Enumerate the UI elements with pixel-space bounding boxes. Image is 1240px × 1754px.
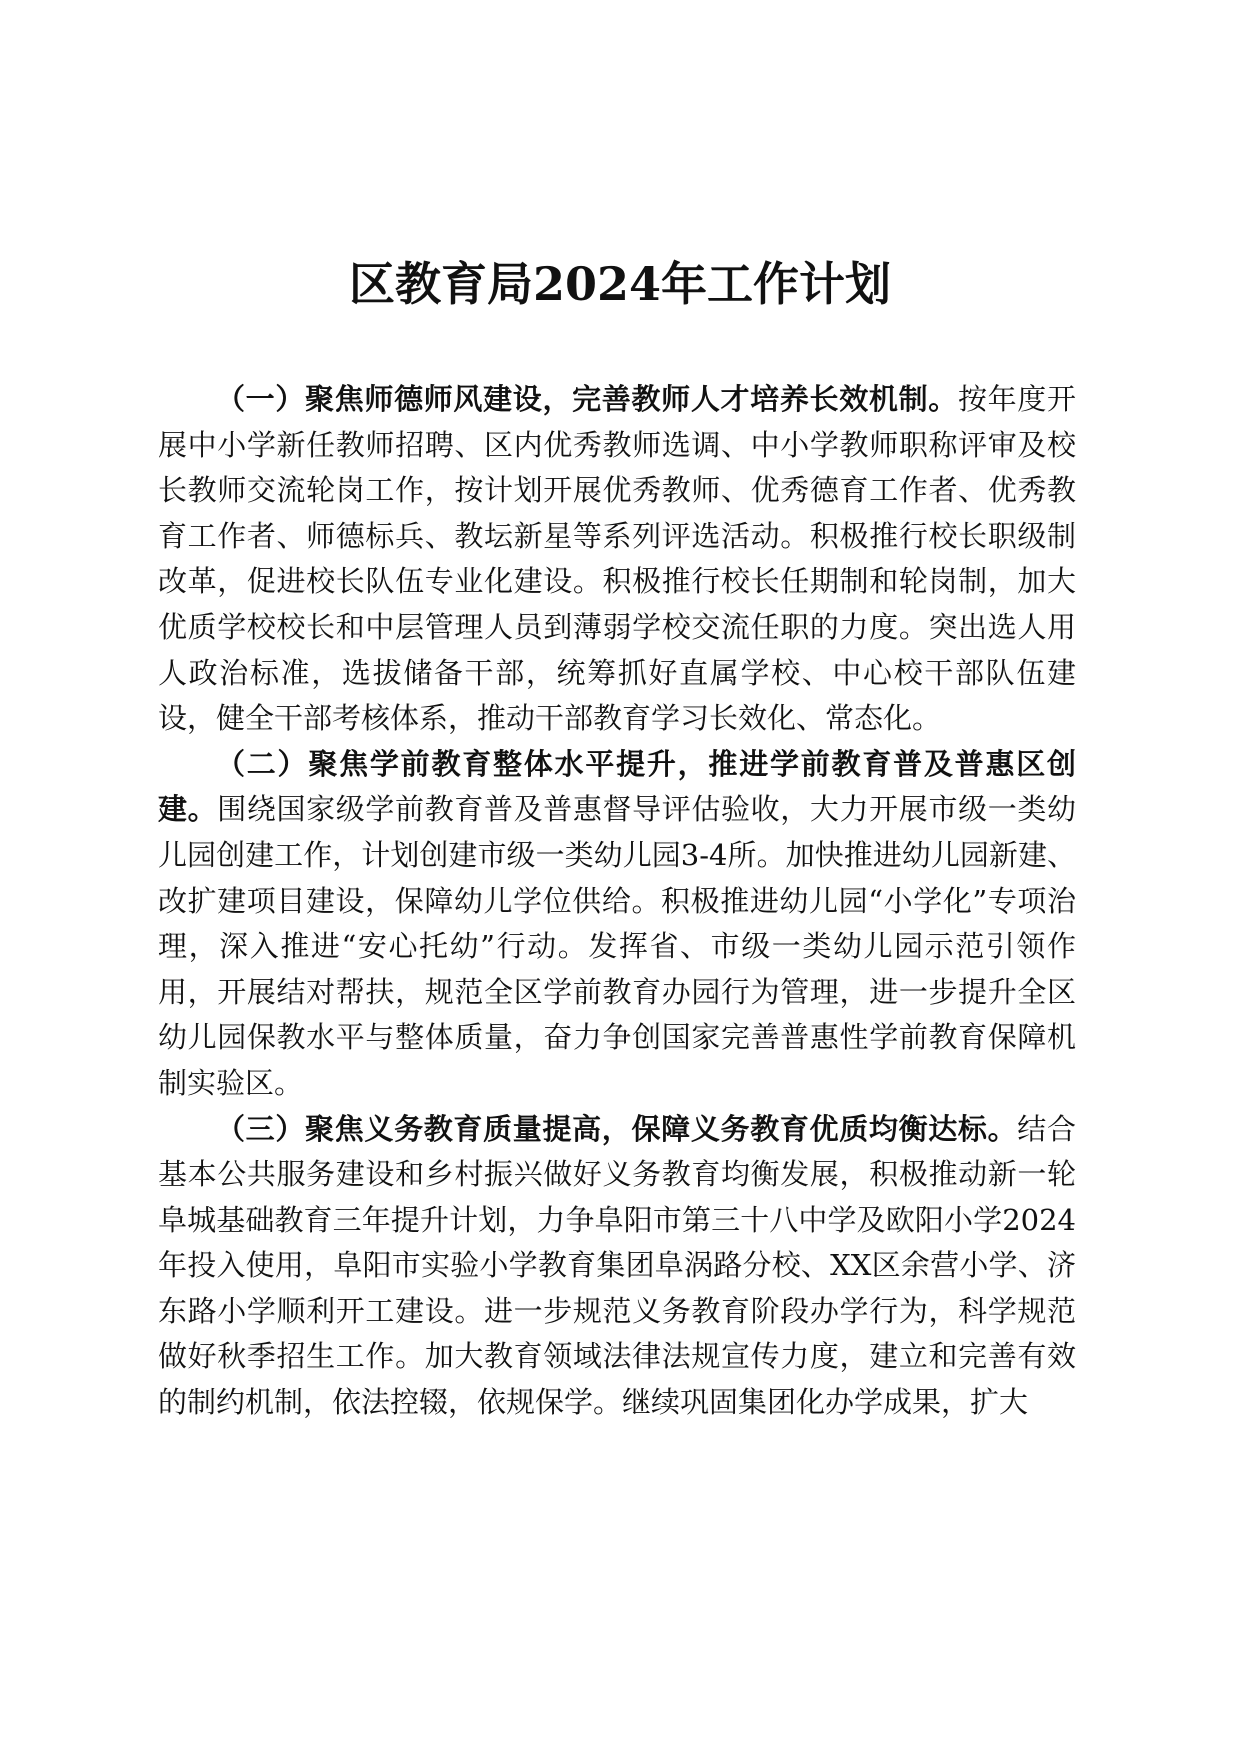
section-heading-1: （一）聚焦师德师风建设，完善教师人才培养长效机制。: [216, 382, 958, 416]
section-heading-2: （二）聚焦学前教育整体水平提升，推进学前教育普及普惠区创建。: [158, 746, 1076, 827]
section-heading-3: （三）聚焦义务教育质量提高，保障义务教育优质均衡达标。: [216, 1111, 1018, 1146]
section-paragraph-2: [158, 742, 1076, 1107]
section-text-2: 围绕国家级学前教育普及普惠督导评估验收，大力开展市级一类幼儿园创建工作，计划创建市级一类幼儿园3-4所。加快推进幼儿园新建、改扩建项目建设，保障幼儿学位供给。积极推进幼儿园“小学化”专项治理，深入推进“安心托幼”行动。发挥省、市级一类幼儿园示范引领作用，开展结对帮扶，规范全区学前教育办园行为管理，进一步提升全区幼儿园保教水平与整体质量，奋力争创国家完善普惠性学前教育保障机制实验区。: [158, 792, 1076, 1100]
section-paragraph-1: [158, 377, 1076, 742]
section-text-1: 按年度开展中小学新任教师招聘、区内优秀教师选调、中小学教师职称评审及校长教师交流轮岗工作，按计划开展优秀教师、优秀德育工作者、优秀教育工作者、师德标兵、教坛新星等系列评选活动。积极推行校长职级制改革，促进校长队伍专业化建设。积极推行校长任期制和轮岗制，加大优质学校校长和中层管理人员到薄弱学校交流任职的力度。突出选人用人政治标准，选拔储备干部，统筹抓好直属学校、中心校干部队伍建设，健全干部考核体系，推动干部教育学习长效化、常态化。: [158, 382, 1076, 736]
document-title: 区教育局2024年工作计划: [348, 257, 892, 311]
section-text-3: 结合基本公共服务建设和乡村振兴做好义务教育均衡发展，积极推动新一轮阜城基础教育三年提升计划，力争阜阳市第三十八中学及欧阳小学2024年投入使用，阜阳市实验小学教育集团阜涡路分校、XX区余营小学、济东路小学顺利开工建设。进一步规范义务教育阶段办学行为，科学规范做好秋季招生工作。加大教育领域法律法规宣传力度，建立和完善有效的制约机制，依法控辍，依规保学。继续巩固集团化办学成果，扩大: [158, 1111, 1076, 1420]
section-paragraph-3: [158, 1107, 1076, 1426]
document-body: [158, 377, 1076, 1426]
